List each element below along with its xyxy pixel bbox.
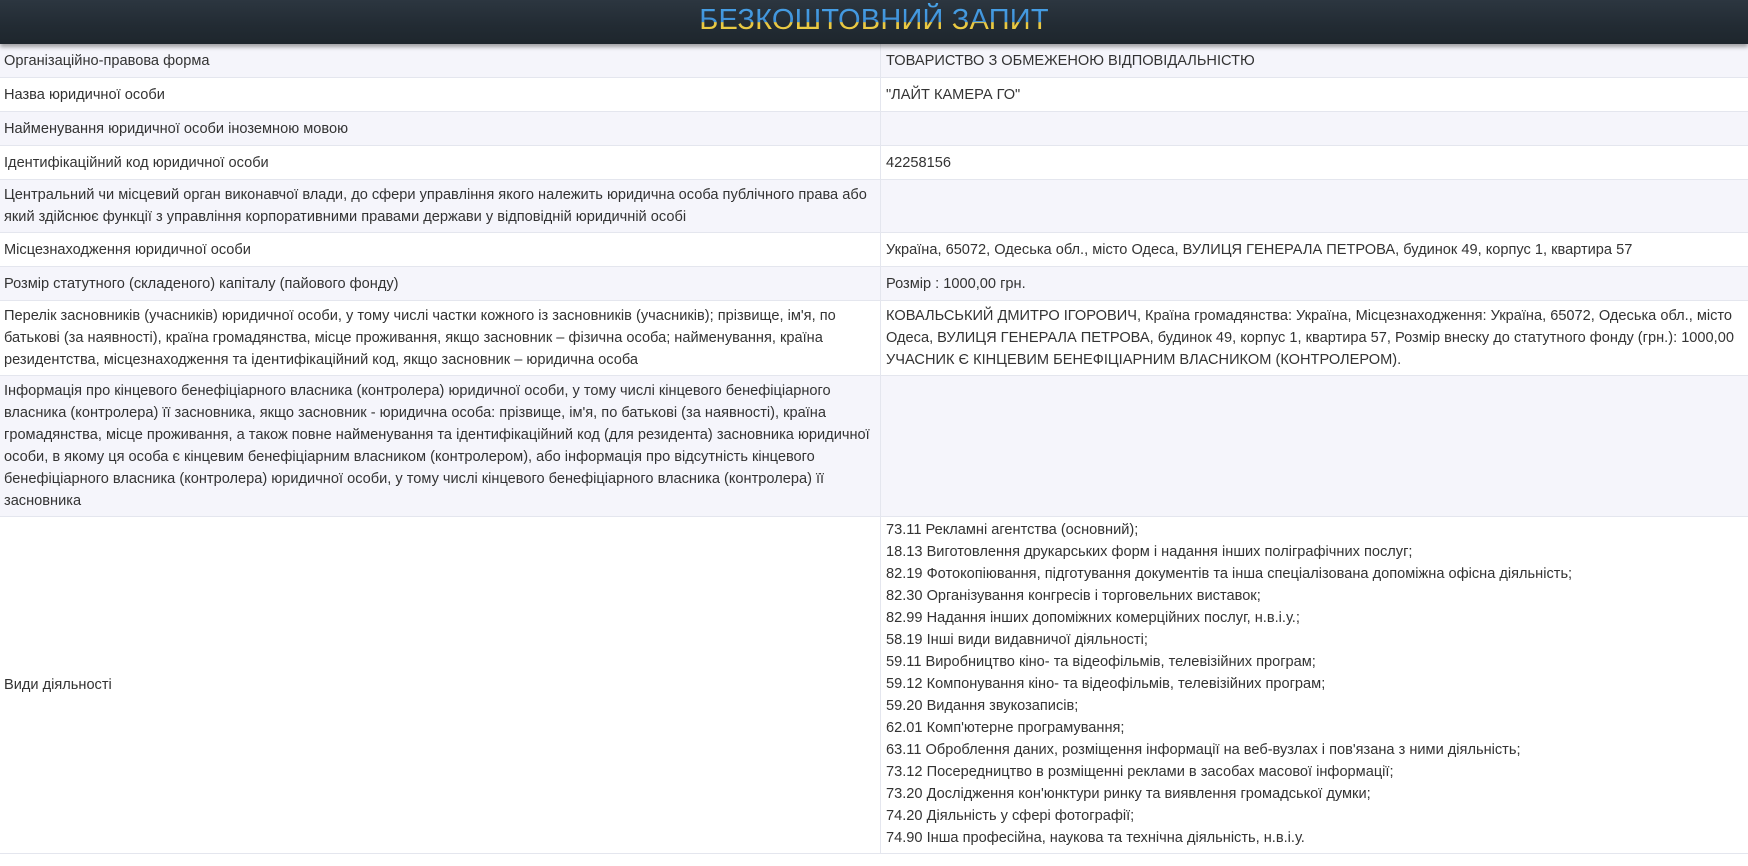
activity-item: 73.11 Рекламні агентства (основний); (886, 522, 1139, 538)
table-row (0, 301, 1748, 376)
activity-item: 82.99 Надання інших допоміжних комерційних послуг, н.в.і.у.; (886, 610, 1300, 626)
row-label: Місцезнаходження юридичної особи (0, 233, 881, 267)
row-label: Види діяльності (0, 517, 881, 854)
row-label: Найменування юридичної особи іноземною мовою (0, 112, 881, 146)
activity-item: 74.20 Діяльність у сфері фотографії; (886, 808, 1135, 824)
activity-item: 18.13 Виготовлення друкарських форм і надання інших поліграфічних послуг; (886, 544, 1413, 560)
activities-list (881, 517, 1748, 854)
company-info-table (0, 44, 1748, 854)
activity-item: 58.19 Інші види видавничої діяльності; (886, 632, 1148, 648)
page-title: БЕЗКОШТОВНИЙ ЗАПИТ (699, 0, 1049, 40)
founder-beneficiary-note: УЧАСНИК Є КІНЦЕВИМ БЕНЕФІЦІАРНИМ ВЛАСНИКОМ (КОНТРОЛЕРОМ). (886, 352, 1402, 368)
row-label: Інформація про кінцевого бенефіціарного власника (контролера) юридичної особи, у тому числі кінцевого бенефіціарного власника (контролера) її засновника, якщо засновник - юридична особа: прізвище, ім'я, по батькові (за наявності), країна громадянства, місце проживання, а також повне найменування та ідентифікаційний код (для резидента) засновника юридичної особи, в якому ця особа є кінцевим бенефіціарним власником (контролером), або інформація про відсутність кінцевого бенефіціарного власника (контролера) юридичної особи, у тому числі кінцевого бенефіціарного власника (контролера) її засновника (0, 376, 881, 517)
activity-item: 62.01 Комп'ютерне програмування; (886, 720, 1125, 736)
row-label: Розмір статутного (складеного) капіталу (пайового фонду) (0, 267, 881, 301)
row-label: Ідентифікаційний код юридичної особи (0, 146, 881, 180)
table-row (0, 267, 1748, 301)
activity-item: 59.11 Виробництво кіно- та відеофільмів, телевізійних програм; (886, 654, 1316, 670)
activity-item: 63.11 Оброблення даних, розміщення інформації на веб-вузлах і пов'язана з ними діяльність; (886, 742, 1521, 758)
table-row (0, 112, 1748, 146)
row-value: Розмір : 1000,00 грн. (881, 267, 1748, 301)
row-label: Організаційно-правова форма (0, 44, 881, 78)
row-label: Перелік засновників (учасників) юридичної особи, у тому числі частки кожного із засновників (учасників); прізвище, ім'я, по батькові (за наявності), країна громадянства, місце проживання, якщо засновник – фізична особа; найменування, країна резидентства, місцезнаходження та ідентифікаційний код, якщо засновник – юридична особа (0, 301, 881, 376)
activity-item: 59.12 Компонування кіно- та відеофільмів, телевізійних програм; (886, 676, 1326, 692)
activity-item: 74.90 Інша професійна, наукова та технічна діяльність, н.в.і.у. (886, 830, 1305, 846)
activity-item: 82.19 Фотокопіювання, підготування документів та інша спеціалізована допоміжна офісна діяльність; (886, 566, 1573, 582)
row-value (881, 376, 1748, 517)
row-value: "ЛАЙТ КАМЕРА ГО" (881, 78, 1748, 112)
row-label: Центральний чи місцевий орган виконавчої влади, до сфери управління якого належить юридична особа публічного права або який здійснює функції з управління корпоративними правами держави у відповідній юридичній особі (0, 180, 881, 233)
activity-item: 73.12 Посередництво в розміщенні реклами в засобах масової інформації; (886, 764, 1394, 780)
row-value: ТОВАРИСТВО З ОБМЕЖЕНОЮ ВІДПОВІДАЛЬНІСТЮ (881, 44, 1748, 78)
row-value: Україна, 65072, Одеська обл., місто Одеса, ВУЛИЦЯ ГЕНЕРАЛА ПЕТРОВА, будинок 49, корпус 1, квартира 57 (881, 233, 1748, 267)
activity-item: 59.20 Видання звукозаписів; (886, 698, 1079, 714)
table-row (0, 78, 1748, 112)
row-value (881, 112, 1748, 146)
row-value: 42258156 (881, 146, 1748, 180)
founder-info: КОВАЛЬСЬКИЙ ДМИТРО ІГОРОВИЧ, Країна громадянства: Україна, Місцезнаходження: Україна, 65072, Одеська обл., місто Одеса, ВУЛИЦЯ ГЕНЕРАЛА ПЕТРОВА, будинок 49, корпус 1, квартира 57, Розмір внеску до статутного фонду (грн.): 1000,00 (886, 308, 1734, 346)
page-header (0, 0, 1748, 44)
activity-item: 73.20 Дослідження кон'юнктури ринку та виявлення громадської думки; (886, 786, 1371, 802)
row-label: Назва юридичної особи (0, 78, 881, 112)
table-row (0, 233, 1748, 267)
table-row (0, 180, 1748, 233)
table-row (0, 146, 1748, 180)
activity-item: 82.30 Організування конгресів і торговельних виставок; (886, 588, 1261, 604)
table-row (0, 44, 1748, 78)
row-value (881, 301, 1748, 376)
table-row (0, 517, 1748, 854)
table-row (0, 376, 1748, 517)
row-value (881, 180, 1748, 233)
